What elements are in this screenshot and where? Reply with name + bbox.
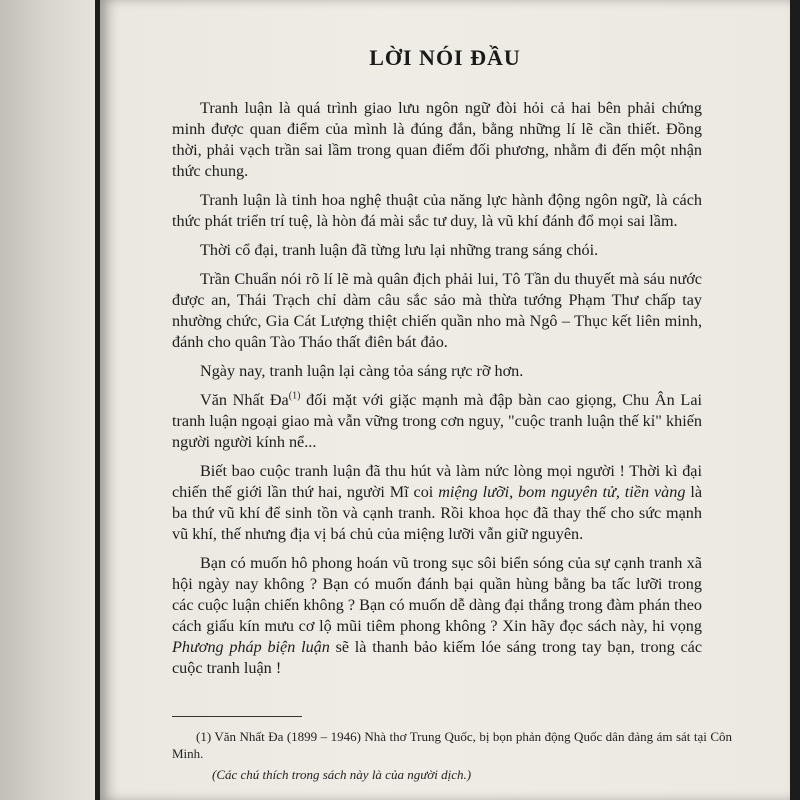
- footnote: [172, 728, 732, 783]
- paragraph-6-start: Văn Nhất Đa: [200, 391, 289, 409]
- paragraph-3: Thời cổ đại, tranh luận đã từng lưu lại những trang sáng chói.: [200, 241, 599, 259]
- paragraph-7-start: Biết bao cuộc tranh luận đã thu hút và làm nức lòng mọi người ! Thời kì đại chiến thế giới lần thứ hai, người Mĩ coi: [172, 462, 702, 501]
- paragraph-2: Tranh luận là tinh hoa nghệ thuật của năng lực hành động ngôn ngữ, là cách thức phát triển trí tuệ, là hòn đá mài sắc tư duy, là vũ khí đánh đổ mọi sai lầm.: [172, 191, 702, 230]
- paragraph-5: Ngày nay, tranh luận lại càng tỏa sáng rực rỡ hơn.: [200, 362, 524, 380]
- page-title: LỜI NÓI ĐẦU: [369, 45, 521, 70]
- facing-page-bleed: [0, 0, 95, 800]
- footnote-1: (1) Văn Nhất Đa (1899 – 1946) Nhà thơ Trung Quốc, bị bọn phản động Quốc dân đảng ám sát tại Côn Minh.: [172, 729, 732, 761]
- book-title-italic: Phương pháp biện luận: [172, 638, 330, 656]
- paragraph-4: Trần Chuẩn nói rõ lí lẽ mà quân địch phải lui, Tô Tần du thuyết mà sáu nước được an, Thái Trạch chỉ dàm câu sắc sảo mà thừa tướng Phạm Thư chấp tay nhường chức, Gia Cát Lượng thiệt chiến quần nho mà Ngô – Thục kết liên minh, đánh cho quân Tào Tháo thất điên bát đảo.: [172, 270, 702, 351]
- paragraph-7: [172, 461, 702, 545]
- paragraph-6-rest: đối mặt với giặc mạnh mà đập bàn cao giọng, Chu Ân Lai tranh luận ngoại giao mà vẫn vững trong cơn nguy, "cuộc tranh luận thế kỉ" khiến người người kính nể...: [172, 391, 703, 451]
- footnote-marker: (1): [288, 390, 301, 402]
- paragraph-1: Tranh luận là quá trình giao lưu ngôn ngữ đòi hỏi cả hai bên phải chứng minh được quan điểm của mình là đúng đắn, bằng những lí lẽ cần thiết. Đồng thời, phải vạch trần sai lầm trong quan điểm đối phương, nhằm đi đến một nhận thức chung.: [172, 99, 702, 180]
- paragraph-6: [172, 390, 702, 453]
- footnote-divider: [172, 716, 302, 717]
- paragraph-7-italic: miệng lưỡi, bom nguyên tử, tiền vàng: [438, 483, 686, 501]
- translator-note: (Các chú thích trong sách này là của người dịch.): [212, 767, 472, 782]
- book-page: [100, 0, 790, 800]
- paragraph-7-rest: là ba thứ vũ khí để sinh tồn và cạnh tranh. Rồi khoa học đã thay thế cho sức mạnh vũ khí, thế nhưng địa vị bá chủ của miệng lưỡi vẫn giữ nguyên.: [172, 483, 703, 543]
- paragraph-8-start: Bạn có muốn hô phong hoán vũ trong sục sôi biển sóng của sự cạnh tranh xã hội ngày nay không ? Bạn có muốn đánh bại quần hùng bằng ba tấc lưỡi trong các cuộc luận chiến không ? Bạn có muốn dễ dàng đại thắng trong đàm phán theo cách giấu kín mưu cơ lộ mũi tiêm phong không ? Xin hãy đọc sách này, hi vọng: [172, 554, 702, 635]
- paragraph-8: [172, 553, 702, 679]
- facing-page: [0, 0, 95, 800]
- paragraph-8-rest: sẽ là thanh bảo kiếm lóe sáng trong tay bạn, trong các cuộc tranh luận !: [172, 638, 703, 677]
- preface-body: [172, 98, 702, 687]
